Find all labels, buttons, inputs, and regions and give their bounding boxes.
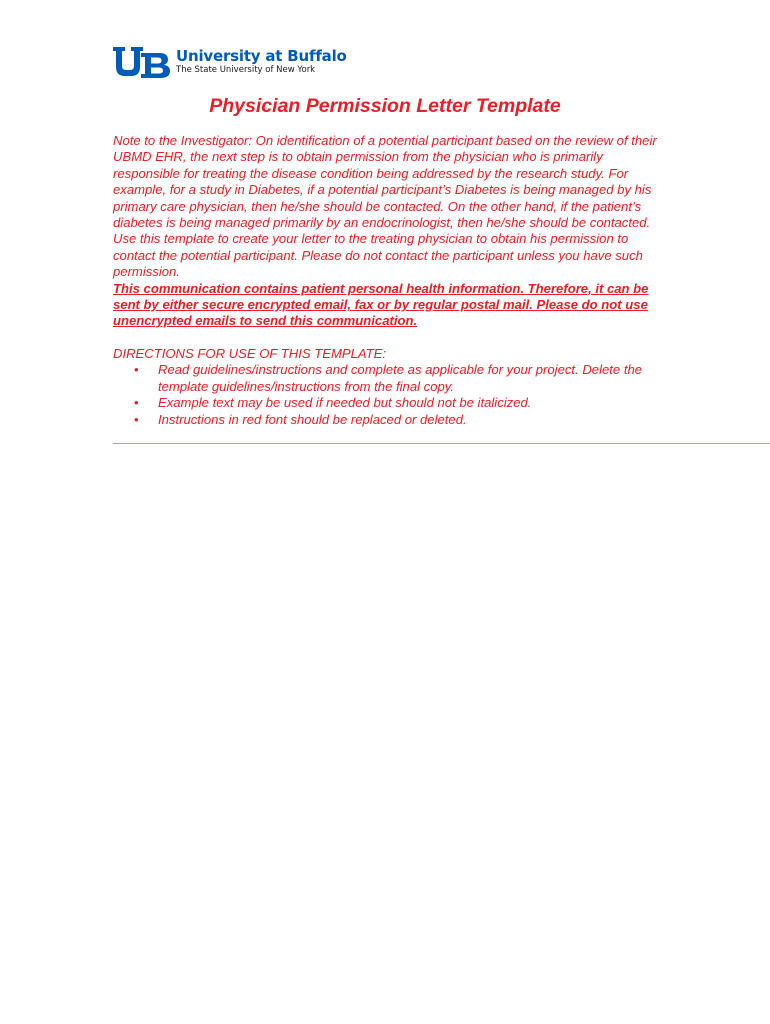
list-item-text: Read guidelines/instructions and complete as applicable for your project. Delete the template guidelines/instructions from the final copy. (158, 362, 643, 394)
list-item (113, 362, 658, 395)
directions-list (113, 362, 658, 428)
bullet-icon: • (134, 395, 139, 411)
bullet-icon: • (134, 411, 139, 427)
logo-subtitle: The State University of New York (176, 65, 316, 75)
horizontal-divider (113, 443, 770, 444)
list-item-text: Example text may be used if needed but should not be italicized. (158, 395, 532, 411)
directions-heading: DIRECTIONS FOR USE OF THIS TEMPLATE: (113, 345, 387, 361)
logo-university-name: University at Buffalo (176, 47, 347, 65)
list-item (113, 412, 658, 428)
document-body (113, 133, 658, 428)
page-title: Physician Permission Letter Template (209, 95, 561, 117)
ub-monogram-icon (113, 45, 171, 79)
bullet-icon: • (134, 362, 139, 378)
investigator-note: Note to the Investigator: On identification of a potential participant based on the review of their UBMD EHR, the next step is to obtain permission from the physician who is primarily responsible for treating the disease condition being addressed by the research study. For example, for a study in Diabetes, if a potential participant’s Diabetes is being managed by his primary care physician, then he/she should be contacted. On the other hand, if the patient’s diabetes is being managed primarily by an endocrinologist, then he/she should be contacted. Use this template to create your letter to the treating physician to obtain his permission to contact the potential participant. Please do not contact the participant unless you have such permission. (113, 133, 657, 280)
list-item-text: Instructions in red font should be replaced or deleted. (158, 411, 467, 427)
phi-warning: This communication contains patient personal health information. Therefore, it can be sent by either secure encrypted email, fax or by regular postal mail. Please do not use unencrypted emails to send this communication. (113, 280, 649, 329)
list-item (113, 395, 658, 411)
university-logo (113, 45, 347, 79)
